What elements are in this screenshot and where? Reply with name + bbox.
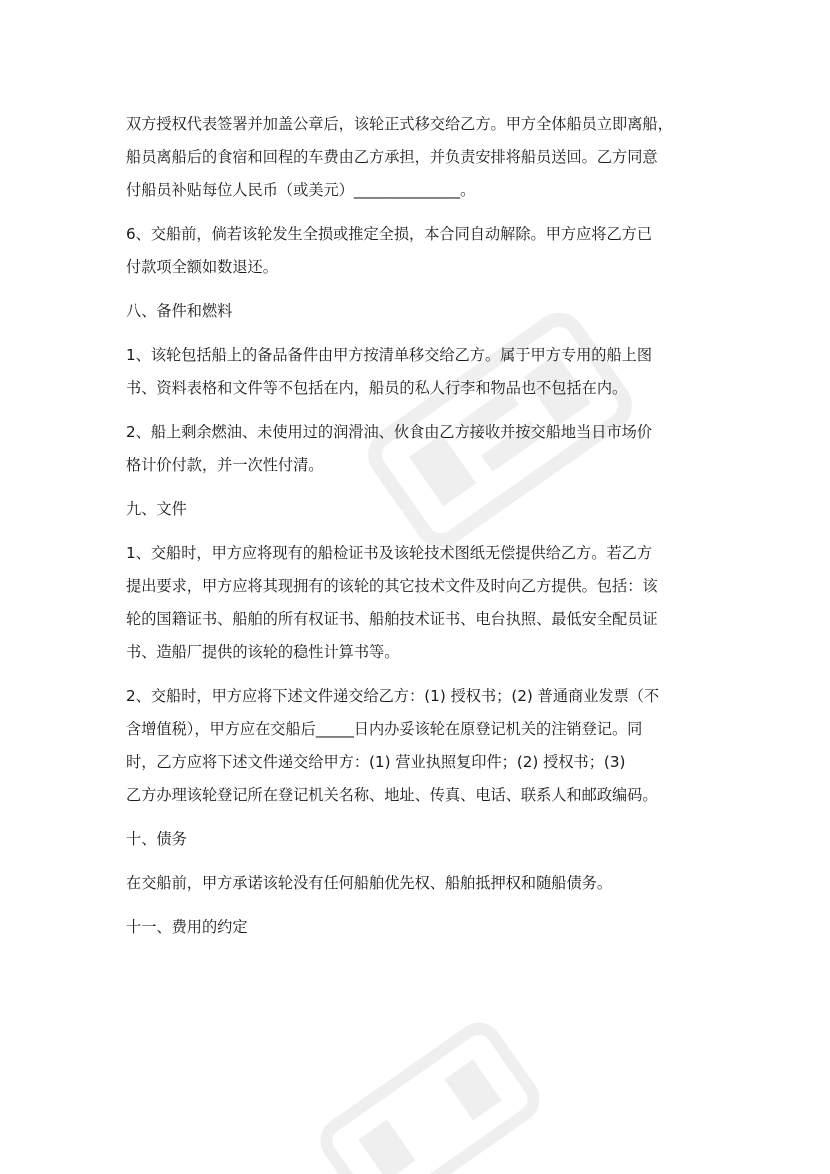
heading-text: 八、备件和燃料 (126, 302, 233, 320)
heading-text: 十一、费用的约定 (126, 918, 248, 936)
text-line: 付船员补贴每位人民币（或美元）______________。 (126, 181, 476, 199)
text-line: 书、资料表格和文件等不包括在内，船员的私人行李和物品也不包括在内。 (126, 379, 628, 397)
text-line: 书、造船厂提供的该轮的稳性计算书等。 (126, 643, 400, 661)
document-body (126, 108, 706, 944)
section-heading-spares-fuel (126, 295, 706, 328)
text-line: 含增值税），甲方应在交船后_____日内办妥该轮在原登记机关的注销登记。同 (126, 720, 643, 738)
text-line: 格计价付款，并一次性付清。 (126, 456, 324, 474)
text-line: 1、该轮包括船上的备品备件由甲方按清单移交给乙方。属于甲方专用的船上图 (126, 346, 653, 364)
text-line: 付款项全额如数退还。 (126, 258, 278, 276)
paragraph-documents-1 (126, 537, 706, 669)
text-line: 提出要求，甲方应将其现拥有的该轮的其它技术文件及时向乙方提供。包括：该 (126, 577, 658, 595)
paragraph-spares-1 (126, 339, 706, 405)
text-line: 2、交船时，甲方应将下述文件递交给乙方：(1) 授权书；(2) 普通商业发票（不 (126, 687, 660, 705)
section-heading-debts (126, 823, 706, 856)
text-line: 6、交船前，倘若该轮发生全损或推定全损，本合同自动解除。甲方应将乙方已 (126, 225, 653, 243)
text-line: 1、交船时，甲方应将现有的船检证书及该轮技术图纸无偿提供给乙方。若乙方 (126, 544, 653, 562)
text-line: 时，乙方应将下述文件递交给甲方：(1) 营业执照复印件；(2) 授权书；(3) (126, 753, 626, 771)
text-line: 轮的国籍证书、船舶的所有权证书、船舶技术证书、电台执照、最低安全配员证 (126, 610, 658, 628)
text-line: 2、船上剩余燃油、未使用过的润滑油、伙食由乙方接收并按交船地当日市场价 (126, 423, 653, 441)
section-heading-fees (126, 911, 706, 944)
paragraph-item-6 (126, 218, 706, 284)
text-line: 双方授权代表签署并加盖公章后，该轮正式移交给乙方。甲方全体船员立即离船， (126, 115, 673, 133)
heading-text: 十、债务 (126, 830, 187, 848)
paragraph-crew-departure (126, 108, 706, 207)
paragraph-spares-2 (126, 416, 706, 482)
paragraph-documents-2 (126, 680, 706, 812)
text-line: 乙方办理该轮登记所在登记机关名称、地址、传真、电话、联系人和邮政编码。 (126, 786, 658, 804)
heading-text: 九、文件 (126, 500, 187, 518)
section-heading-documents (126, 493, 706, 526)
paragraph-debts (126, 867, 706, 900)
text-line: 在交船前，甲方承诺该轮没有任何船舶优先权、船舶抵押权和随船债务。 (126, 874, 612, 892)
text-line: 船员离船后的食宿和回程的车费由乙方承担，并负责安排将船员送回。乙方同意 (126, 148, 658, 166)
